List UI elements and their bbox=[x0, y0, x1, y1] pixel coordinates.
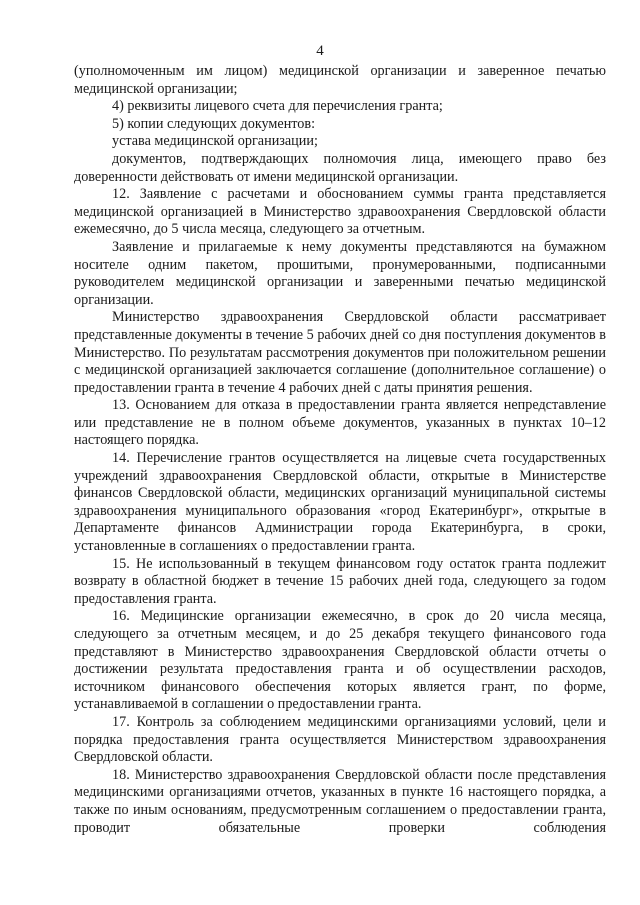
paragraph-17: 17. Контроль за соблюдением медицинскими организациями условий, цели и порядка предоставления гранта осуществляется Министерством здравоохранения Свердловской области. bbox=[74, 713, 606, 766]
paragraph-14: 14. Перечисление грантов осуществляется на лицевые счета государственных учреждений здравоохранения Свердловской области, открытые в Министерстве финансов Свердловской области, медицинских организаций муниципальной системы здравоохранения муниципального образования «город Екатеринбург», открытые в Департаменте финансов Администрации города Екатеринбурга, в сроки, установленные в соглашениях о предоставлении гранта. bbox=[74, 450, 606, 555]
paragraph-15: 15. Не использованный в текущем финансовом году остаток гранта подлежит возврату в областной бюджет в течение 15 рабочих дней года, следующего за годом предоставления гранта. bbox=[74, 555, 606, 607]
paragraph-16: 16. Медицинские организации ежемесячно, в срок до 20 числа месяца, следующего за отчетным месяцем, и до 25 декабря текущего финансового года представляют в Министерство здравоохранения Свердловской области отчеты о достижении результата предоставления гранта и об осуществлении расходов, источником финансового обеспечения которых является грант, по форме, устанавливаемой в соглашении о предоставлении гранта. bbox=[74, 608, 606, 713]
page-number: 4 bbox=[316, 43, 324, 59]
list-item-document-copies: 5) копии следующих документов: bbox=[112, 115, 316, 132]
list-item-authority-documents: документов, подтверждающих полномочия лица, имеющего право без доверенности действовать от имени медицинской организации. bbox=[74, 150, 606, 185]
list-item-charter: устава медицинской организации; bbox=[112, 133, 318, 150]
paragraph-18: 18. Министерство здравоохранения Свердловской области после представления медицинскими организациями отчетов, указанных в пункте 16 настоящего порядка, а также по иным основаниям, предусмотренным соглашением о предоставлении гранта, проводит обязательные проверки соблюдения bbox=[74, 766, 606, 836]
paragraph-12: 12. Заявление с расчетами и обоснованием суммы гранта представляется медицинской организацией в Министерство здравоохранения Свердловской области ежемесячно, до 5 числа месяца, следующего за отчетным. bbox=[74, 186, 606, 238]
document-body bbox=[74, 63, 606, 837]
list-item-account-details: 4) реквизиты лицевого счета для перечисления гранта; bbox=[112, 98, 443, 115]
paragraph-12-review: Министерство здравоохранения Свердловской области рассматривает представленные документы в течение 5 рабочих дней со дня поступления документов в Министерство. По результатам рассмотрения документов при положительном решении с медицинской организацией заключается соглашение (дополнительное соглашение) о предоставлении гранта в течение 4 рабочих дней с даты принятия решения. bbox=[74, 309, 606, 396]
paragraph-applicant-signature: (уполномоченным им лицом) медицинской организации и заверенное печатью медицинской организации; bbox=[74, 63, 606, 97]
paragraph-12-submission: Заявление и прилагаемые к нему документы представляются на бумажном носителе одним пакетом, прошитыми, пронумерованными, подписанными руководителем медицинской организации и заверенными печатью медицинской организации. bbox=[74, 238, 606, 308]
paragraph-13: 13. Основанием для отказа в предоставлении гранта является непредставление или представление не в полном объеме документов, указанных в пунктах 10–12 настоящего порядка. bbox=[74, 397, 606, 449]
